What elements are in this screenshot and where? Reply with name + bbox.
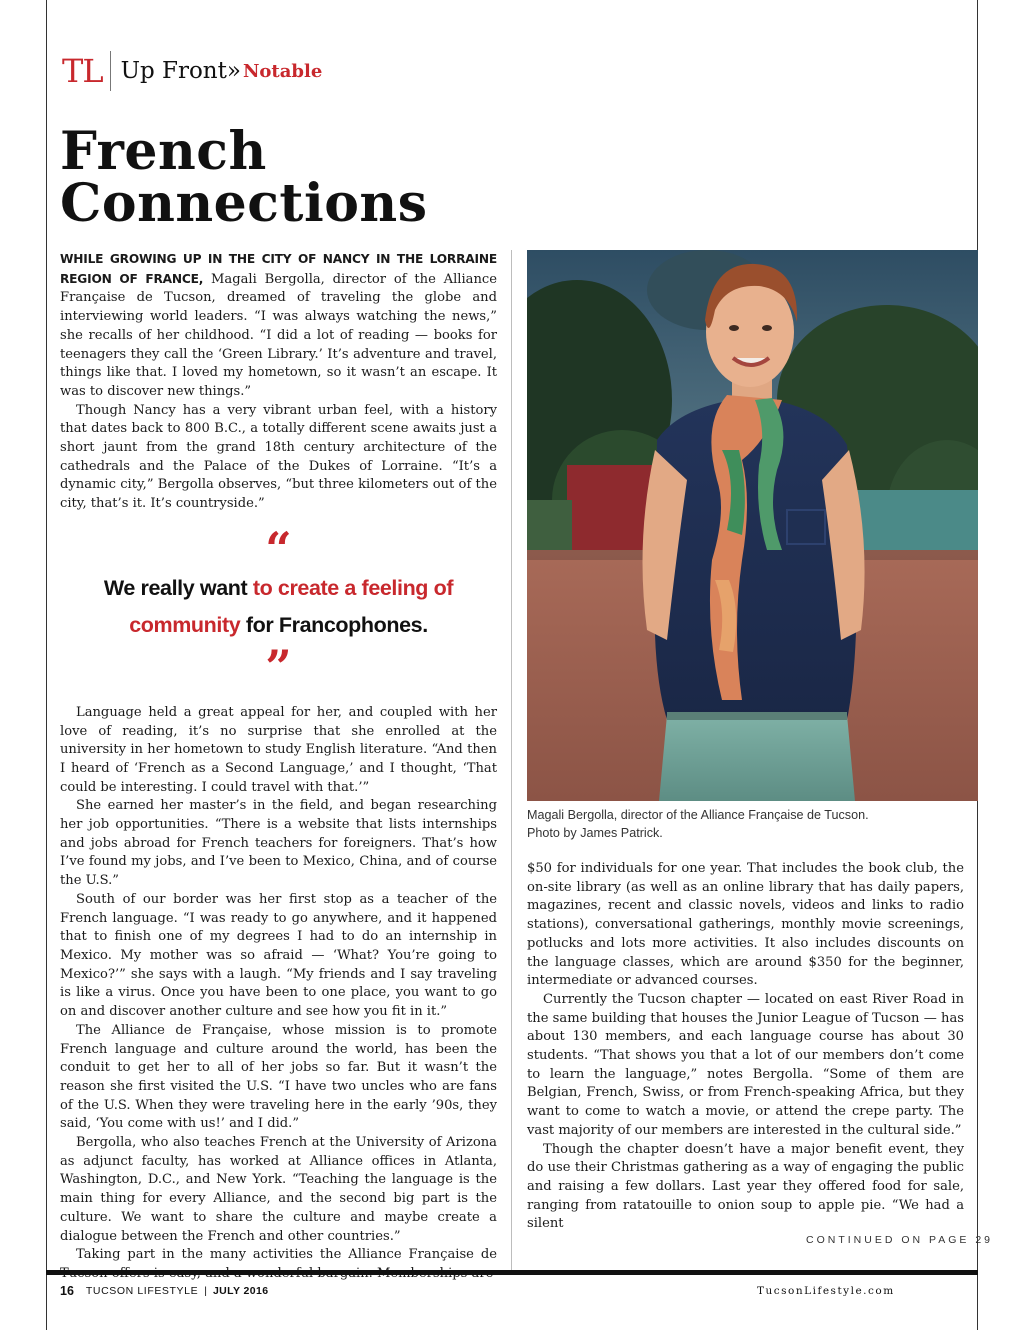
open-quote-mark: “	[265, 521, 292, 576]
pull-quote-text	[60, 570, 497, 644]
issue-date: JULY 2016	[212, 1285, 269, 1297]
page-number: 16	[60, 1284, 74, 1298]
footer-rule	[46, 1270, 978, 1275]
title-line-1: French	[60, 121, 267, 182]
body-paragraph: $50 for individuals for one year. That includes the book club, the on-site library (as well as an online library that has daily papers, magazines, recent and classic novels, videos and links to radio stations), conversational gatherings, monthly movie screenings, potlucks and lots more activities. It also includes discounts on the language classes, which are around $350 for the beginner, intermediate or advanced courses.	[527, 861, 964, 989]
caption-line-1: Magali Bergolla, director of the Alliance Française de Tucson.	[527, 808, 869, 822]
page-footer	[60, 1284, 269, 1298]
website-url: TucsonLifestyle.com	[757, 1285, 895, 1297]
right-column	[527, 860, 964, 1234]
pull-quote	[60, 521, 497, 694]
body-paragraph: Though Nancy has a very vibrant urban feel, with a history that dates back to 800 B.C., a totally different scene awaits just a short jaunt from the grand 18th century architecture of the cathedrals and the Palace of the Dukes of Lorraine. “It’s a dynamic city,” Bergolla observes, “but three kilometers out of the city, that’s it. It’s countryside.”	[60, 402, 497, 512]
body-paragraph: Taking part in the many activities the Alliance Française de	[76, 1247, 497, 1263]
pull-quote-part-3: for Francophones.	[240, 612, 428, 637]
photo-credit: Photo by James Patrick.	[527, 826, 663, 840]
tl-logo: TL	[62, 52, 103, 90]
body-paragraph: South of our border was her first stop as a teacher of the French language. “I was ready to go anywhere, and it happened that to finish one of my degrees I had to do an internship in Mexico. My mother was so afraid — ‘What? You’re going to Mexico?’” she says with a laugh. “My friends and I say traveling is like a virus. Once you have been to one place, you want to go on and discover another culture and see how you fit in it.”	[60, 891, 497, 1020]
body-paragraph: Bergolla, who also teaches French at the University of Arizona as adjunct faculty, has worked at Alliance offices in Atlanta, Washington, D.C., and New York. “Teaching the language is the main thing for every Alliance, and the second big part is the culture. We want to share the culture and maybe create a dialogue between the French and other countries.”	[60, 1135, 497, 1244]
intro-paragraph	[60, 250, 497, 402]
pull-quote-highlight: to create a feeling of community	[129, 575, 454, 637]
section-header	[62, 48, 322, 94]
body-paragraph: She earned her master’s in the field, and began researching her job opportunities. “There is a website that lists internships and jobs abroad for French teachers for foreigners. That’s how I’ve found my jobs, and I’ve been to Mexico, China, and of course the U.S.”	[60, 798, 497, 889]
page-border-left	[46, 0, 47, 1330]
left-column	[60, 250, 497, 1284]
body-paragraph: The Alliance de Française, whose mission is to promote French language and culture around the world, has been the conduit to get her to all of her jobs so far. But it wasn’t the reason she first visited the U.S. “I have two uncles who are fans of the U.S. When they were traveling here in the early ’90s, they said, ‘You come with us!’ and I did.”	[60, 1022, 497, 1132]
intro-text: Magali Bergolla, director of the Alliance Française de Tucson, dreamed of traveling the globe and interviewing world leaders. “I was always watching the news,” she recalls of her childhood. “I did a lot of reading — books for teenagers they call the ‘Green Library.’ It’s adventure and travel, things like that. I loved my hometown, so it wasn’t an escape. It was to discover new things.”	[60, 271, 497, 399]
photo-caption	[527, 806, 967, 842]
article-title	[60, 121, 500, 234]
section-name: Up Front»	[120, 58, 241, 84]
pull-quote-part-1: We really want	[103, 575, 253, 600]
close-quote-mark: ”	[265, 639, 292, 694]
body-paragraph: Language held a great appeal for her, and coupled with her love of reading, it’s no surprise that she enrolled at the university in her hometown to study English literature. “And then I heard of ‘French as a Second Language,’ and I thought, ‘That could be interesting. I could travel with that.’”	[60, 704, 497, 795]
continued-notice: CONTINUED ON PAGE 29	[806, 1234, 993, 1246]
portrait-photo	[527, 250, 978, 801]
publication-name: TUCSON LIFESTYLE	[85, 1285, 199, 1297]
subsection-name: Notable	[242, 60, 323, 82]
footer-separator: |	[204, 1285, 207, 1297]
column-divider	[511, 250, 512, 1270]
lead-in: WHILE GROWING UP IN THE CITY OF NANCY IN THE LORRAINE REGION OF FRANCE,	[60, 252, 497, 286]
title-line-2: Connections	[60, 173, 428, 234]
body-paragraph: Currently the Tucson chapter — located on east River Road in the same building that houses the Junior League of Tucson — has about 130 members, and each language course has about 30 students. “That shows you that a lot of our members don’t come to learn the language,” notes Bergolla. “Some of them are Belgian, French, Swiss, or from French-speaking Africa, but they want to come to watch a movie, or attend the crepe party. The vast majority of our members are interested in the cultural side.”	[527, 991, 964, 1138]
header-divider	[110, 51, 111, 91]
body-paragraph: Though the chapter doesn’t have a major benefit event, they do use their Christmas gathering as a way of engaging the public and raising a few dollars. Last year they offered food for sale, ranging from ratatouille to onion soup to apple pie. “We had a silent	[527, 1141, 964, 1232]
